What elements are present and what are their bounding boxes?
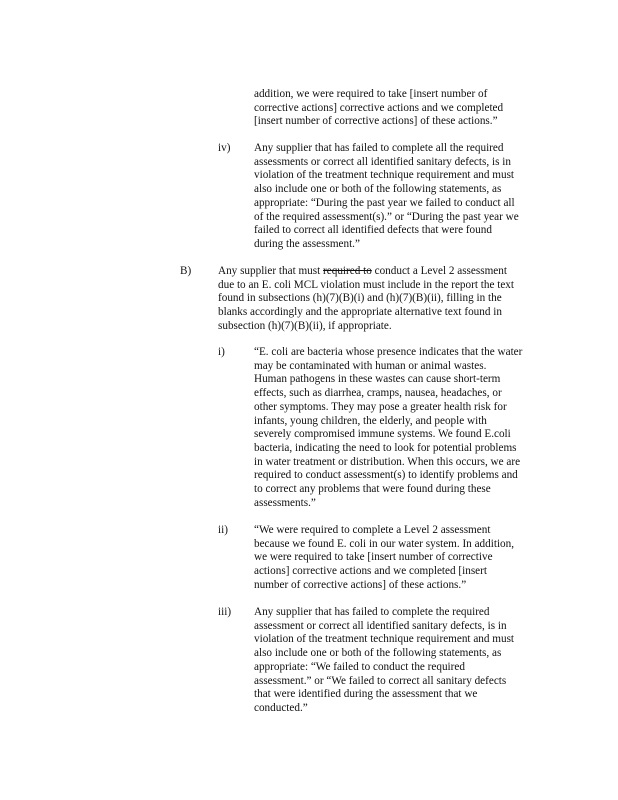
text-line: bacteria, indicating the need to look for potential problems [254, 441, 517, 454]
struck-text: required to [323, 265, 372, 277]
item-b-ii-text [254, 524, 514, 593]
text-line: to correct any problems that were found during these [254, 483, 491, 496]
text-line: Any supplier that has failed to complete all the required [254, 142, 504, 154]
text-line: assessment.” or “We failed to correct all sanitary defects [254, 674, 507, 687]
text-line: that were identified during the assessment that we [254, 688, 478, 701]
text-line: appropriate: “During the past year we failed to conduct all [254, 196, 515, 209]
text-line: violation of the treatment technique requirement and must [254, 169, 515, 182]
text-span: conduct a Level 2 assessment [371, 265, 507, 277]
text-line: number of corrective actions] of these actions.” [254, 578, 467, 591]
text-line: addition, we were required to take [insert number of [254, 88, 488, 100]
text-line: effects, such as diarrhea, cramps, nausea, headaches, or [254, 387, 502, 400]
item-b-iii-marker: iii) [218, 606, 232, 618]
text-line: Human pathogens in these wastes can cause short-term [254, 373, 501, 386]
text-line: Any supplier that has failed to complete the required [254, 606, 490, 618]
text-line: failed to correct all identified defects that were found [254, 224, 492, 237]
text-line: because we found E. coli in our water system. In addition, [254, 537, 515, 550]
text-line: also include one or both of the following statements, as [254, 183, 502, 196]
item-b-i-text [254, 346, 522, 510]
text-line: blanks accordingly and the appropriate alternative text found in [218, 306, 502, 319]
text-line: [insert number of corrective actions] of these actions.” [254, 115, 498, 128]
text-line: of the required assessment(s).” or “During the past year we [254, 210, 519, 223]
text-line: subsection (h)(7)(B)(ii), if appropriate. [218, 319, 392, 332]
text-line: infants, young children, the elderly, and people with [254, 414, 487, 427]
text-line: due to an E. coli MCL violation must include in the report the text [218, 278, 514, 291]
item-b-iii-text [254, 606, 514, 716]
text-line: other symptoms. They may pose a greater health risk for [254, 400, 507, 413]
text-line: severely compromised immune systems. We found E.coli [254, 428, 511, 441]
item-b-ii-marker: ii) [218, 524, 228, 536]
text-line: found in subsections (h)(7)(B)(i) and (h)(7)(B)(ii), filling in the [218, 292, 502, 305]
text-line: may be contaminated with human or animal wastes. [254, 359, 487, 372]
text-line: during the assessment.” [254, 237, 360, 250]
section-b-text [218, 265, 514, 334]
item-iv-text [254, 142, 519, 252]
text-line: we were required to take [insert number of corrective [254, 551, 493, 564]
text-line: appropriate: “We failed to conduct the required [254, 660, 465, 673]
text-line [218, 265, 514, 279]
text-line: in water treatment or distribution. When this occurs, we are [254, 455, 521, 468]
text-line: required to conduct assessment(s) to identify problems and [254, 469, 518, 482]
item-iv-marker: iv) [218, 142, 231, 154]
text-line: “We were required to complete a Level 2 assessment [254, 524, 491, 536]
item-b-i-marker: i) [218, 346, 225, 358]
item-iii-continuation [254, 88, 503, 129]
text-span: Any supplier that must [218, 265, 324, 277]
text-line: conducted.” [254, 701, 308, 714]
section-b-marker: B) [180, 265, 192, 277]
text-line: assessments or correct all identified sanitary defects, is in [254, 155, 511, 168]
text-line: corrective actions] corrective actions and we completed [254, 101, 504, 114]
text-line: assessments.” [254, 496, 316, 509]
text-line: assessment or correct all identified sanitary defects, is in [254, 619, 507, 632]
text-line: actions] corrective actions and we completed [insert [254, 565, 487, 578]
text-line: violation of the treatment technique requirement and must [254, 633, 515, 646]
text-line: also include one or both of the following statements, as [254, 647, 502, 660]
text-line: “E. coli are bacteria whose presence indicates that the water [254, 346, 523, 358]
